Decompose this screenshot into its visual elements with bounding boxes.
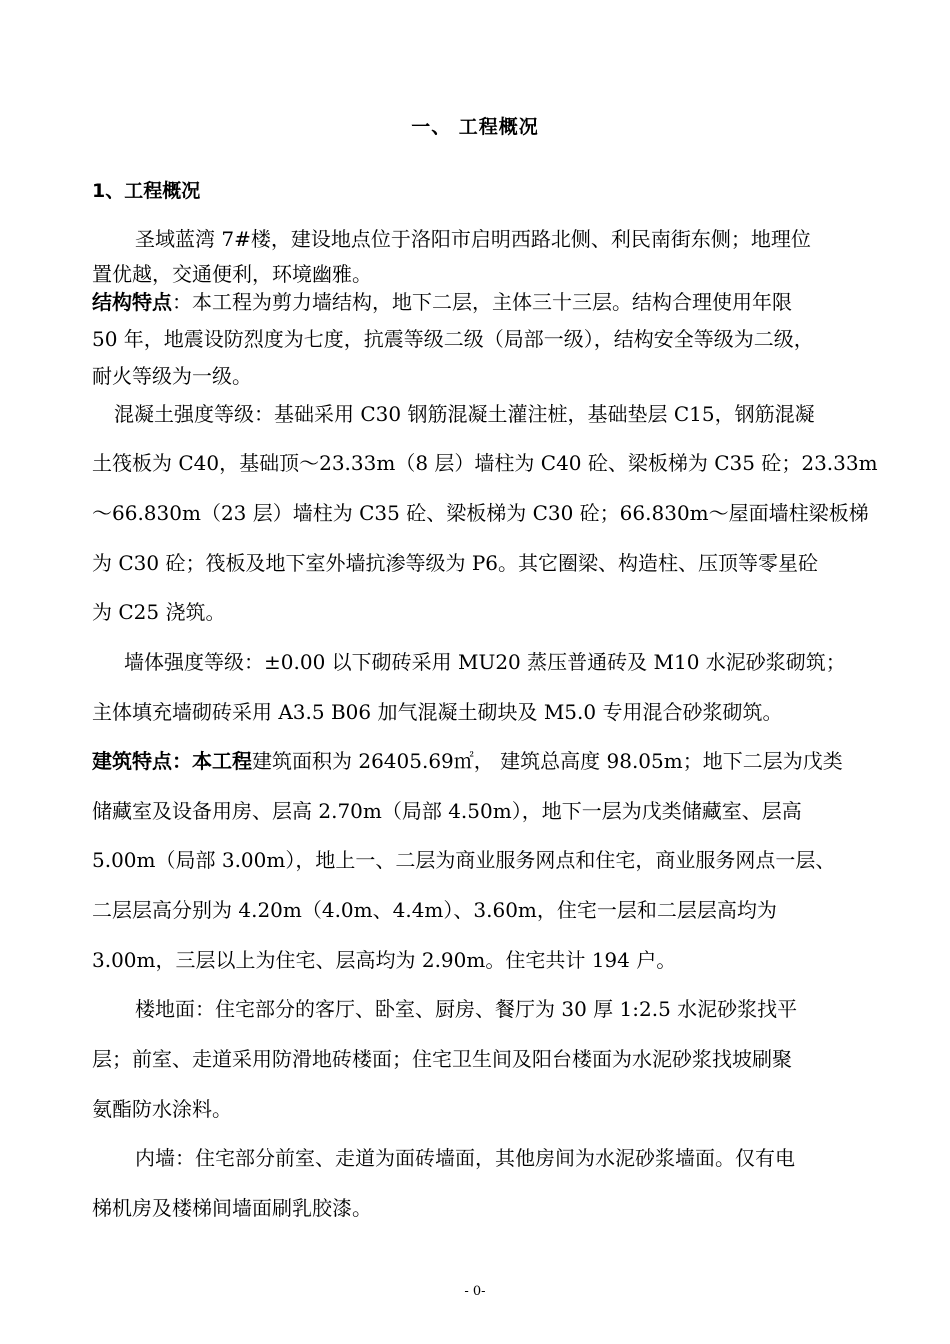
floor-line-1: 楼地面：住宅部分的客厅、卧室、厨房、餐厅为 30 厚 1:2.5 水泥砂浆找平 (135, 997, 798, 1021)
concrete-line-5: 为 C25 浇筑。 (92, 600, 226, 624)
floor-line-2: 层；前室、走道采用防滑地砖楼面；住宅卫生间及阳台楼面为水泥砂浆找坡刷聚 (92, 1047, 792, 1071)
structure-line-1 (92, 292, 882, 312)
concrete-line-3: ～66.830m（23 层）墙柱为 C35 砼、梁板梯为 C30 砼；66.830m～屋面墙柱梁板梯 (92, 501, 869, 525)
building-text: 建筑面积为 26405.69㎡， 建筑总高度 98.05m；地下二层为戊类 (252, 749, 843, 773)
floor-line-3: 氨酯防水涂料。 (92, 1097, 232, 1121)
concrete-line-1: 混凝土强度等级：基础采用 C30 钢筋混凝土灌注桩，基础垫层 C15，钢筋混凝 (114, 402, 815, 426)
wall-strength-line-2: 主体填充墙砌砖采用 A3.5 B06 加气混凝土砌块及 M5.0 专用混合砂浆砌筑。 (92, 700, 783, 724)
interior-wall-line-2: 梯机房及楼梯间墙面刷乳胶漆。 (92, 1196, 372, 1220)
building-label: 建筑特点 (92, 749, 172, 773)
wall-strength-line-1: 墙体强度等级：±0.00 以下砌砖采用 MU20 蒸压普通砖及 M10 水泥砂浆砌筑； (124, 650, 846, 674)
structure-line-3: 耐火等级为一级。 (92, 364, 252, 388)
document-title: 一、 工程概况 (411, 116, 539, 138)
structure-line-2: 50 年，地震设防烈度为七度，抗震等级二级（局部一级），结构安全等级为二级， (92, 327, 814, 351)
interior-wall-line-1: 内墙：住宅部分前室、走道为面砖墙面，其他房间为水泥砂浆墙面。仅有电 (135, 1146, 795, 1170)
building-line-4: 二层层高分别为 4.20m（4.0m、4.4m）、3.60m，住宅一层和二层层高均为 (92, 898, 777, 922)
building-line-5: 3.00m，三层以上为住宅、层高均为 2.90m。住宅共计 194 户。 (92, 948, 677, 972)
concrete-line-4: 为 C30 砼；筏板及地下室外墙抗渗等级为 P6。其它圈梁、构造柱、压顶等零星砼 (92, 551, 819, 575)
page-number: - 0- (464, 1284, 486, 1299)
concrete-line-2: 土筏板为 C40，基础顶～23.33m（8 层）墙柱为 C40 砼、梁板梯为 C35 砼；23.33m (92, 451, 878, 475)
intro-line-2: 置优越，交通便利，环境幽雅。 (92, 262, 372, 286)
building-label-suffix: ：本工程 (172, 749, 252, 773)
intro-line-1: 圣域蓝湾 7#楼，建设地点位于洛阳市启明西路北侧、利民南街东侧；地理位 (135, 227, 811, 251)
building-line-2: 储藏室及设备用房、层高 2.70m（局部 4.50m），地下一层为戊类储藏室、层高 (92, 799, 802, 823)
structure-label: 结构特点 (92, 290, 172, 314)
section-heading: 1、工程概况 (92, 180, 201, 202)
building-line-1 (92, 751, 882, 771)
building-line-3: 5.00m（局部 3.00m），地上一、二层为商业服务网点和住宅，商业服务网点一层、 (92, 848, 836, 872)
structure-text: ：本工程为剪力墙结构，地下二层，主体三十三层。结构合理使用年限 (172, 290, 792, 314)
